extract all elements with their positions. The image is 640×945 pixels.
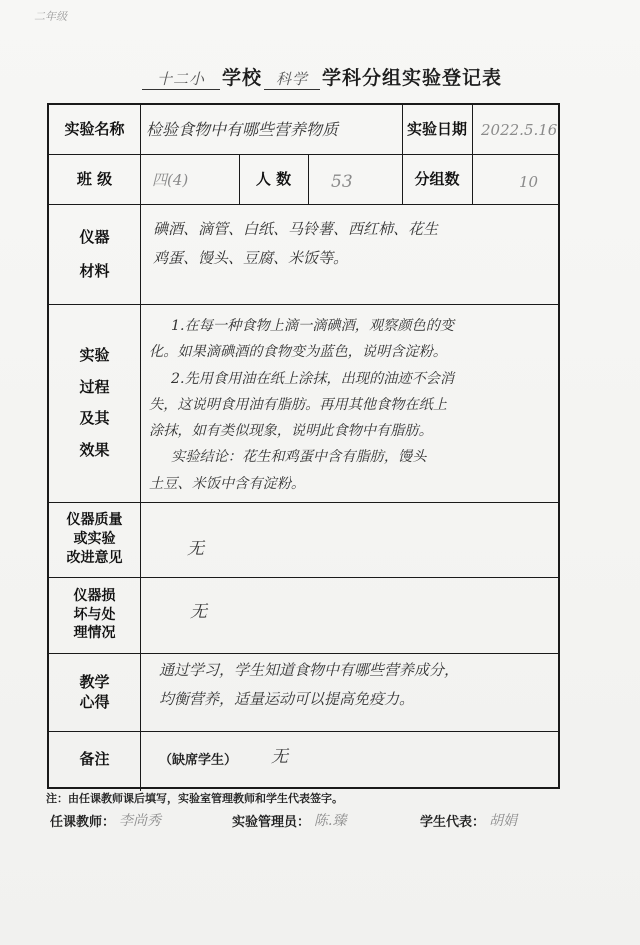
label-quality: 仪器质量 或实验 改进意见 bbox=[66, 512, 123, 566]
label-materials: 仪器 材料 bbox=[79, 227, 110, 280]
subject-handwritten: 科学 bbox=[264, 68, 320, 90]
value-experiment-date: 2022.5.16 bbox=[481, 121, 558, 139]
label-count: 人 数 bbox=[255, 169, 292, 188]
teacher-label: 任课教师： bbox=[50, 814, 116, 830]
corner-note: 二年级 bbox=[34, 10, 67, 23]
value-damage: 无 bbox=[190, 602, 207, 622]
label-experiment-name: 实验名称 bbox=[64, 120, 125, 139]
registration-table bbox=[47, 103, 560, 789]
value-class: 四(4) bbox=[152, 171, 189, 189]
school-suffix: 学校 bbox=[222, 67, 263, 89]
student-label: 学生代表： bbox=[420, 814, 486, 830]
value-remark: 无 bbox=[271, 747, 288, 767]
label-damage: 仪器损 坏与处 理情况 bbox=[73, 587, 116, 642]
label-experiment-date: 实验日期 bbox=[406, 120, 467, 139]
admin-label: 实验管理员： bbox=[232, 814, 311, 830]
student-signature: 胡娟 bbox=[489, 813, 518, 829]
label-group-count: 分组数 bbox=[414, 169, 460, 188]
admin-signature: 陈.臻 bbox=[314, 813, 347, 829]
value-experiment-name: 检验食物中有哪些营养物质 bbox=[146, 120, 339, 139]
teacher-signature: 李尚秀 bbox=[119, 813, 162, 829]
remark-prefix: （缺席学生） bbox=[159, 753, 238, 768]
value-materials: 碘酒、滴管、白纸、马铃薯、西红柿、花生 鸡蛋、馒头、豆腐、米饭等。 bbox=[153, 220, 439, 268]
footer-note: 注：由任课教师课后填写，实验室管理教师和学生代表签字。 bbox=[46, 792, 343, 805]
label-class: 班 级 bbox=[76, 169, 113, 188]
value-count: 53 bbox=[331, 172, 353, 192]
value-quality: 无 bbox=[187, 539, 204, 559]
admin-signature-row bbox=[232, 810, 346, 830]
teacher-signature-row bbox=[50, 810, 161, 830]
label-remark: 备注 bbox=[79, 749, 110, 768]
label-process: 实验 过程 及其 效果 bbox=[79, 346, 110, 459]
student-signature-row bbox=[420, 810, 517, 830]
form-title bbox=[140, 62, 520, 90]
title-suffix: 学科分组实验登记表 bbox=[322, 67, 503, 89]
value-reflection: 通过学习，学生知道食物中有哪些营养成分， 均衡营养，适量运动可以提高免疫力。 bbox=[159, 661, 460, 709]
label-reflection: 教学 心得 bbox=[79, 672, 110, 711]
value-process: 1.在每一种食物上滴一滴碘酒，观察颜色的变 化。如果滴碘酒的食物变为蓝色，说明含淀粉。 2.先用食用油在纸上涂抹，出现的油迹不会消 失，这说明食用油有脂肪。再用其他食物在纸上 涂抹，如有类似现象，说明此食物中有脂肪。 实验结论：花生和鸡蛋中含有脂肪，馒头 土豆、米饭中含有淀粉。 bbox=[149, 318, 455, 492]
value-group-count: 10 bbox=[519, 173, 539, 191]
school-name-handwritten: 十二小 bbox=[142, 68, 220, 90]
